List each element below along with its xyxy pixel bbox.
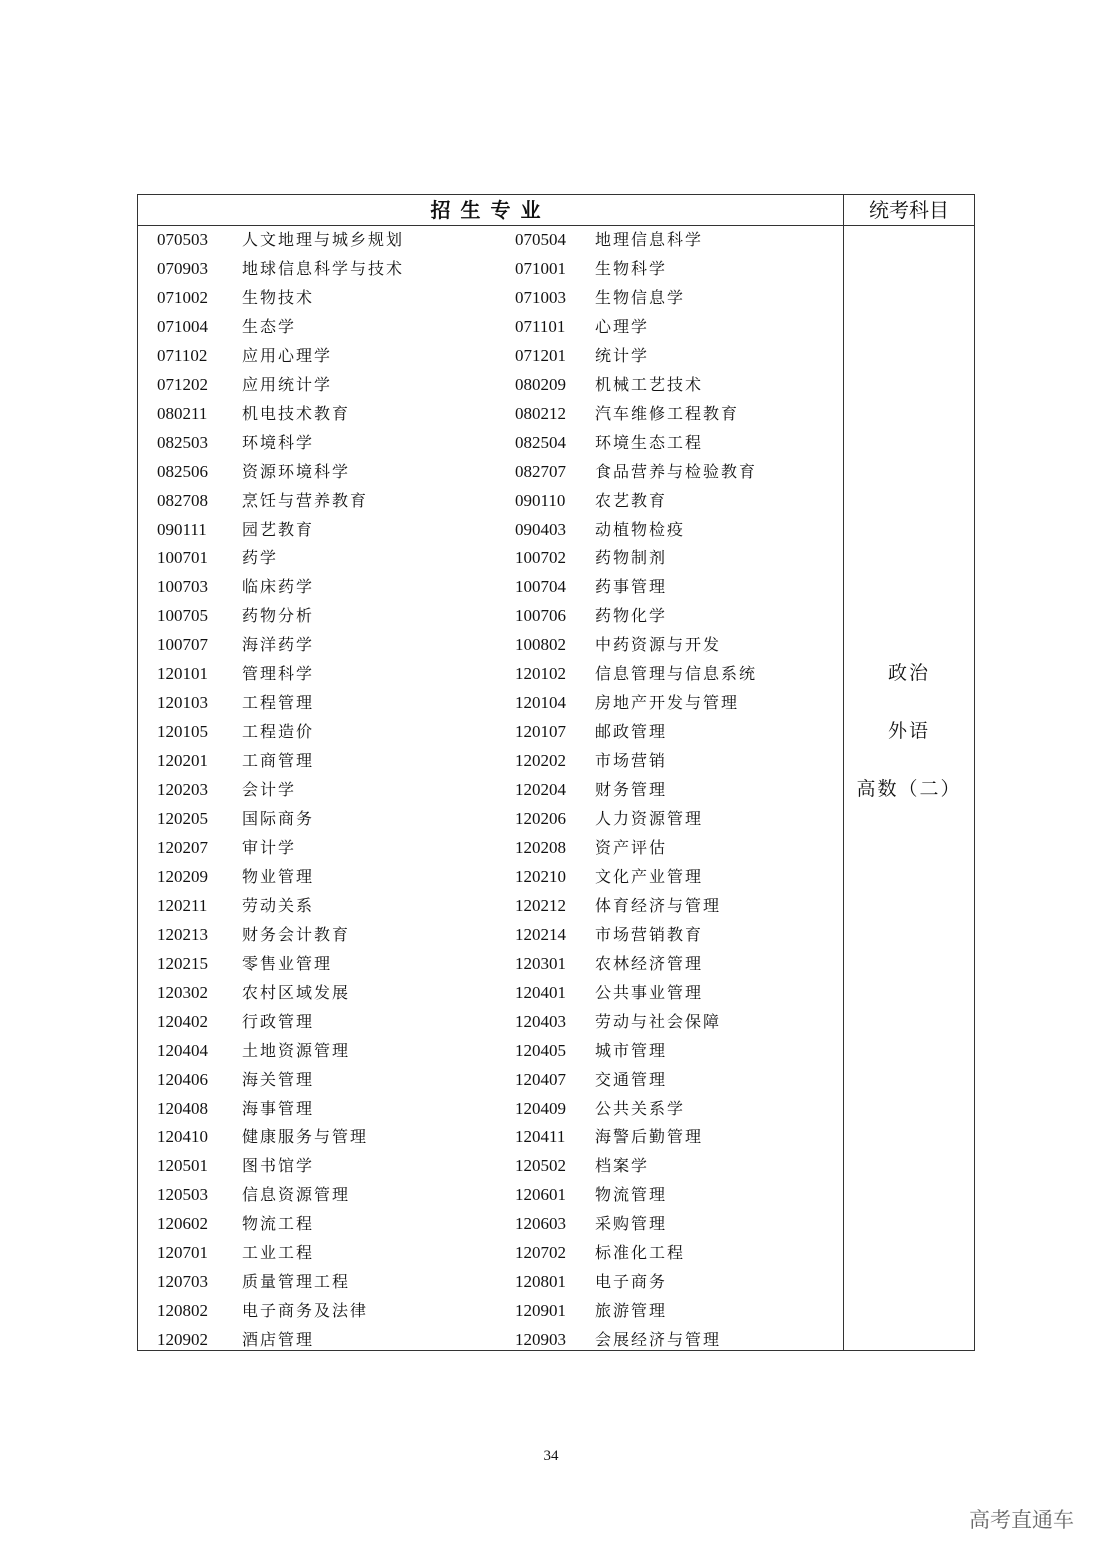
table-row: [138, 284, 843, 312]
major-name: 劳动与社会保障: [595, 1011, 722, 1031]
major-code: 120902: [157, 1330, 208, 1350]
major-code: 120411: [515, 1127, 566, 1147]
table-row: [138, 950, 843, 978]
major-name: 电子商务及法律: [242, 1301, 369, 1321]
major-name: 动植物检疫: [595, 519, 686, 539]
major-name: 生物信息学: [595, 287, 686, 307]
major-name: 药学: [242, 548, 279, 568]
major-name: 市场营销教育: [595, 924, 704, 944]
major-code: 120701: [157, 1243, 208, 1263]
major-name: 体育经济与管理: [595, 895, 722, 915]
major-name: 地球信息科学与技术: [242, 258, 405, 278]
major-code: 100802: [515, 635, 566, 655]
major-code: 071102: [157, 345, 208, 365]
table-row: [138, 226, 843, 254]
major-name: 资产评估: [595, 837, 668, 857]
majors-table: [137, 194, 975, 1351]
major-code: 120212: [515, 895, 566, 915]
major-name: 临床药学: [242, 577, 315, 597]
major-name: 酒店管理: [242, 1330, 315, 1350]
major-name: 海洋药学: [242, 635, 315, 655]
major-name: 档案学: [595, 1156, 650, 1176]
major-name: 土地资源管理: [242, 1040, 351, 1060]
major-code: 120206: [515, 809, 566, 828]
major-code: 120105: [157, 722, 208, 742]
major-code: 120802: [157, 1301, 208, 1321]
major-name: 工商管理: [242, 751, 315, 771]
major-name: 旅游管理: [595, 1301, 668, 1321]
major-code: 082708: [157, 490, 208, 510]
major-code: 120215: [157, 953, 208, 973]
major-name: 文化产业管理: [595, 866, 704, 886]
major-name: 药物分析: [242, 606, 315, 626]
major-name: 健康服务与管理: [242, 1127, 369, 1147]
subject-politics: 政治: [887, 662, 930, 684]
table-row: [138, 1066, 843, 1094]
major-code: 071004: [157, 316, 208, 336]
table-row: [138, 313, 843, 341]
major-name: 机械工艺技术: [595, 374, 704, 394]
table-row: [138, 458, 843, 486]
major-code: 082503: [157, 432, 208, 452]
major-code: 120703: [157, 1272, 208, 1292]
major-code: 090110: [515, 490, 566, 510]
major-name: 地理信息科学: [595, 230, 704, 249]
major-code: 120205: [157, 809, 208, 828]
major-name: 房地产开发与管理: [595, 693, 740, 713]
major-name: 汽车维修工程教育: [595, 403, 740, 423]
major-code: 100703: [157, 577, 208, 597]
table-row: [138, 544, 843, 572]
table-row: [138, 342, 843, 370]
major-name: 工程管理: [242, 693, 315, 713]
table-row: [138, 805, 843, 833]
major-name: 公共关系学: [595, 1098, 686, 1118]
subject-math: 高数（二）: [856, 778, 962, 800]
major-name: 资源环境科学: [242, 461, 351, 481]
major-name: 采购管理: [595, 1214, 668, 1234]
major-name: 工程造价: [242, 722, 315, 742]
major-code: 120410: [157, 1127, 208, 1147]
major-code: 070903: [157, 258, 208, 278]
major-code: 120502: [515, 1156, 566, 1176]
major-name: 图书馆学: [242, 1156, 315, 1176]
page-number: 34: [543, 1448, 559, 1464]
table-row: [138, 660, 843, 688]
major-name: 中药资源与开发: [595, 635, 722, 655]
table-row: [138, 1268, 843, 1296]
major-name: 生态学: [242, 316, 297, 336]
major-code: 100704: [515, 577, 566, 597]
table-row: [138, 400, 843, 428]
table-row: [138, 1008, 843, 1036]
major-code: 120409: [515, 1098, 566, 1118]
major-name: 药物制剂: [595, 548, 668, 568]
major-code: 120407: [515, 1069, 566, 1089]
table-row: [138, 689, 843, 717]
table-row: [138, 602, 843, 630]
major-code: 082506: [157, 461, 208, 481]
major-name: 统计学: [595, 345, 650, 365]
major-name: 邮政管理: [595, 722, 668, 742]
major-code: 070504: [515, 230, 566, 249]
major-code: 100701: [157, 548, 208, 568]
major-code: 120101: [157, 664, 208, 684]
major-code: 120211: [157, 895, 208, 915]
major-name: 海警后勤管理: [595, 1127, 704, 1147]
major-name: 电子商务: [595, 1272, 668, 1292]
major-name: 会计学: [242, 780, 297, 800]
major-code: 082707: [515, 461, 566, 481]
table-row: [138, 516, 843, 544]
major-code: 071001: [515, 258, 566, 278]
table-row: [138, 255, 843, 283]
table-row: [138, 1326, 843, 1354]
column-divider: [843, 195, 844, 1350]
major-code: 120402: [157, 1011, 208, 1031]
watermark: 高考直通车: [969, 1508, 1074, 1532]
major-code: 120901: [515, 1301, 566, 1321]
major-name: 应用心理学: [242, 345, 333, 365]
major-code: 120210: [515, 866, 566, 886]
major-code: 082504: [515, 432, 566, 452]
major-code: 120302: [157, 982, 208, 1002]
major-name: 质量管理工程: [242, 1272, 351, 1292]
major-code: 120403: [515, 1011, 566, 1031]
major-name: 公共事业管理: [595, 982, 704, 1002]
major-code: 070503: [157, 230, 208, 249]
major-name: 审计学: [242, 837, 297, 857]
major-name: 城市管理: [595, 1040, 668, 1060]
major-code: 120202: [515, 751, 566, 771]
major-code: 120903: [515, 1330, 566, 1350]
table-row: [138, 979, 843, 1007]
major-code: 090403: [515, 519, 566, 539]
table-row: [138, 1152, 843, 1180]
major-name: 人力资源管理: [595, 809, 704, 828]
table-row: [138, 776, 843, 804]
major-code: 120207: [157, 837, 208, 857]
major-code: 120408: [157, 1098, 208, 1118]
major-code: 120401: [515, 982, 566, 1002]
major-code: 120104: [515, 693, 566, 713]
major-code: 100705: [157, 606, 208, 626]
major-name: 农林经济管理: [595, 953, 704, 973]
major-name: 交通管理: [595, 1069, 668, 1089]
major-name: 药事管理: [595, 577, 668, 597]
table-row: [138, 1037, 843, 1065]
major-code: 071003: [515, 287, 566, 307]
major-name: 药物化学: [595, 606, 668, 626]
major-code: 100707: [157, 635, 208, 655]
major-code: 120602: [157, 1214, 208, 1234]
major-code: 090111: [157, 519, 207, 539]
major-code: 100702: [515, 548, 566, 568]
major-code: 120603: [515, 1214, 566, 1234]
major-code: 071201: [515, 345, 566, 365]
major-name: 财务会计教育: [242, 924, 351, 944]
major-code: 120406: [157, 1069, 208, 1089]
major-name: 市场营销: [595, 751, 668, 771]
major-name: 环境生态工程: [595, 432, 704, 452]
major-code: 100706: [515, 606, 566, 626]
header-subjects: 统考科目: [869, 198, 949, 222]
table-row: [138, 747, 843, 775]
table-row: [138, 1181, 843, 1209]
major-code: 071002: [157, 287, 208, 307]
table-row: [138, 1297, 843, 1325]
header-majors: 招生专业: [430, 198, 551, 222]
major-name: 零售业管理: [242, 953, 333, 973]
major-code: 120801: [515, 1272, 566, 1292]
major-code: 120208: [515, 837, 566, 857]
major-name: 劳动关系: [242, 895, 315, 915]
major-code: 120503: [157, 1185, 208, 1205]
major-code: 120301: [515, 953, 566, 973]
table-row: [138, 371, 843, 399]
major-name: 农村区域发展: [242, 982, 351, 1002]
major-name: 海关管理: [242, 1069, 315, 1089]
table-row: [138, 1239, 843, 1267]
major-code: 120404: [157, 1040, 208, 1060]
major-name: 农艺教育: [595, 490, 668, 510]
major-code: 120213: [157, 924, 208, 944]
major-code: 120103: [157, 693, 208, 713]
major-code: 120201: [157, 751, 208, 771]
major-name: 环境科学: [242, 432, 315, 452]
major-name: 心理学: [595, 316, 650, 336]
table-row: [138, 1210, 843, 1238]
major-name: 物业管理: [242, 866, 315, 886]
major-name: 园艺教育: [242, 519, 315, 539]
major-name: 信息资源管理: [242, 1185, 351, 1205]
major-name: 会展经济与管理: [595, 1330, 722, 1350]
major-name: 物流工程: [242, 1214, 315, 1234]
major-code: 120702: [515, 1243, 566, 1263]
table-row: [138, 834, 843, 862]
table-row: [138, 921, 843, 949]
major-code: 120601: [515, 1185, 566, 1205]
major-name: 食品营养与检验教育: [595, 461, 758, 481]
table-row: [138, 487, 843, 515]
table-row: [138, 863, 843, 891]
major-name: 行政管理: [242, 1011, 315, 1031]
subject-foreign-language: 外语: [887, 720, 930, 742]
major-code: 120214: [515, 924, 566, 944]
major-code: 120203: [157, 780, 208, 800]
major-name: 标准化工程: [595, 1243, 686, 1263]
table-row: [138, 573, 843, 601]
table-row: [138, 892, 843, 920]
major-code: 120204: [515, 780, 566, 800]
major-name: 国际商务: [242, 809, 315, 828]
major-code: 080209: [515, 374, 566, 394]
major-name: 生物科学: [595, 258, 668, 278]
major-code: 071202: [157, 374, 208, 394]
table-row: [138, 718, 843, 746]
major-name: 机电技术教育: [242, 403, 351, 423]
major-name: 工业工程: [242, 1243, 315, 1263]
major-code: 080212: [515, 403, 566, 423]
major-name: 海事管理: [242, 1098, 315, 1118]
table-row: [138, 631, 843, 659]
major-name: 生物技术: [242, 287, 315, 307]
major-name: 人文地理与城乡规划: [242, 230, 405, 249]
major-code: 120209: [157, 866, 208, 886]
major-name: 管理科学: [242, 664, 315, 684]
major-name: 财务管理: [595, 780, 668, 800]
table-row: [138, 429, 843, 457]
major-name: 信息管理与信息系统: [595, 664, 758, 684]
table-row: [138, 1095, 843, 1123]
major-code: 120501: [157, 1156, 208, 1176]
table-row: [138, 1123, 843, 1151]
major-code: 120405: [515, 1040, 566, 1060]
major-name: 烹饪与营养教育: [242, 490, 369, 510]
major-name: 应用统计学: [242, 374, 333, 394]
major-code: 071101: [515, 316, 566, 336]
major-name: 物流管理: [595, 1185, 668, 1205]
major-code: 120107: [515, 722, 566, 742]
major-code: 120102: [515, 664, 566, 684]
major-code: 080211: [157, 403, 208, 423]
